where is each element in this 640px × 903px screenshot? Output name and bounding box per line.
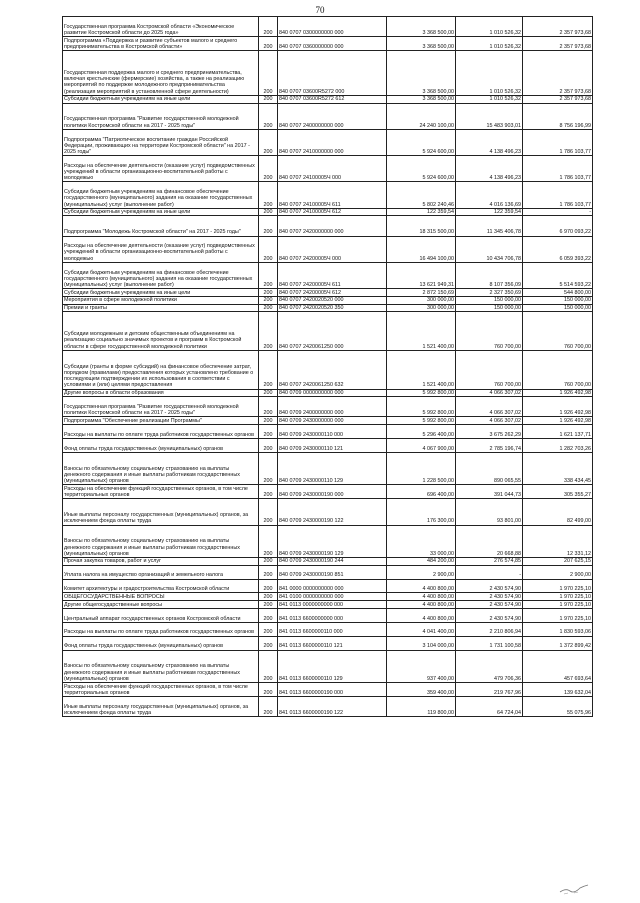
row-unexecuted-amount: 8 756 196,99: [523, 103, 593, 129]
row-line-code: 200: [259, 289, 278, 297]
row-name: Расходы на выплаты по оплате труда работников государственных органов: [63, 622, 259, 636]
row-executed-amount: 2 210 806,94: [456, 622, 523, 636]
pen-mark-scribble: [558, 882, 590, 896]
row-executed-amount: 11 345 406,78: [456, 216, 523, 236]
row-line-code: 200: [259, 696, 278, 716]
row-line-code: 200: [259, 438, 278, 452]
row-name: Подпрограмма "Молодежь Костромской области" на 2017 - 2025 годы": [63, 216, 259, 236]
row-name: Иные выплаты персоналу государственных (муниципальных) органов, за исключением фонда оплаты труда: [63, 696, 259, 716]
row-executed-amount: 1 010 526,32: [456, 17, 523, 37]
row-budget-classification-code: 840 0709 2430000190 244: [278, 558, 387, 566]
row-budget-classification-code: 840 0709 2430000110 121: [278, 438, 387, 452]
row-budget-classification-code: 841 0113 6600000110 121: [278, 636, 387, 650]
row-line-code: 200: [259, 182, 278, 208]
row-name: Расходы на выплаты по оплате труда работников государственных органов: [63, 425, 259, 439]
row-budget-classification-code: 841 0113 6600000000 000: [278, 608, 387, 622]
row-name: Другие общегосударственные вопросы: [63, 601, 259, 609]
budget-execution-table: [62, 16, 593, 717]
table-row: [63, 608, 593, 622]
row-approved-amount: 2 900,00: [387, 565, 456, 579]
row-line-code: 200: [259, 304, 278, 312]
row-unexecuted-amount: 305 355,27: [523, 485, 593, 499]
row-name: Расходы на обеспечение деятельности (оказание услуг) подведомственных учреждений в области организационно-воспитательной работы с молодежью: [63, 156, 259, 182]
row-executed-amount: 276 574,85: [456, 558, 523, 566]
page-number: 70: [315, 5, 325, 15]
row-approved-amount: 4 041 400,00: [387, 622, 456, 636]
row-unexecuted-amount: 1 970 225,10: [523, 601, 593, 609]
row-approved-amount: 13 621 949,31: [387, 262, 456, 288]
row-approved-amount: 5 992 800,00: [387, 397, 456, 417]
row-budget-classification-code: 841 0000 0000000000 000: [278, 579, 387, 593]
row-approved-amount: 484 200,00: [387, 558, 456, 566]
row-name: Подпрограмма "Обеспечение реализации Программы": [63, 417, 259, 425]
row-line-code: 200: [259, 565, 278, 579]
row-unexecuted-amount: 207 625,15: [523, 558, 593, 566]
row-unexecuted-amount: 1 786 103,77: [523, 129, 593, 155]
table-row: [63, 304, 593, 312]
row-budget-classification-code: 840 0707 2420061250 632: [278, 350, 387, 389]
row-line-code: 200: [259, 499, 278, 525]
row-approved-amount: 4 067 900,00: [387, 438, 456, 452]
table-row: [63, 452, 593, 485]
row-unexecuted-amount: 544 800,00: [523, 289, 593, 297]
row-unexecuted-amount: 760 700,00: [523, 350, 593, 389]
table-row: [63, 262, 593, 288]
row-approved-amount: 5 992 800,00: [387, 389, 456, 397]
row-line-code: 200: [259, 417, 278, 425]
row-unexecuted-amount: 6 059 393,22: [523, 236, 593, 262]
row-executed-amount: 8 107 356,09: [456, 262, 523, 288]
row-budget-classification-code: 841 0113 6600000190 122: [278, 696, 387, 716]
row-line-code: 200: [259, 95, 278, 103]
row-executed-amount: 391 044,73: [456, 485, 523, 499]
table-row: [63, 312, 593, 351]
row-executed-amount: 15 483 903,01: [456, 103, 523, 129]
row-name: ОБЩЕГОСУДАРСТВЕННЫЕ ВОПРОСЫ: [63, 593, 259, 601]
table-row: [63, 650, 593, 683]
row-approved-amount: 300 000,00: [387, 304, 456, 312]
row-budget-classification-code: 840 0707 2420000000 000: [278, 216, 387, 236]
table-row: [63, 683, 593, 697]
row-name: Взносы по обязательному социальному страхованию на выплаты денежного содержания и иные выплаты работникам государственных (муниципальных) органов: [63, 525, 259, 558]
row-budget-classification-code: 840 0707 24100005Ч 611: [278, 182, 387, 208]
row-executed-amount: 1 010 526,32: [456, 37, 523, 51]
row-name: Фонд оплаты труда государственных (муниципальных) органов: [63, 438, 259, 452]
table-row: [63, 579, 593, 593]
row-name: Государственная программа "Развитие государственной молодежной политики Костромской области на 2017 - 2025 годы": [63, 397, 259, 417]
row-line-code: 200: [259, 236, 278, 262]
row-executed-amount: 4 066 307,02: [456, 389, 523, 397]
row-name: Субсидии бюджетным учреждениям на иные цели: [63, 289, 259, 297]
row-budget-classification-code: 840 0709 2430000190 129: [278, 525, 387, 558]
row-budget-classification-code: 840 0707 24200005Ч 611: [278, 262, 387, 288]
row-name: Центральный аппарат государственных органов Костромской области: [63, 608, 259, 622]
row-approved-amount: 4 400 800,00: [387, 601, 456, 609]
row-budget-classification-code: 840 0707 2420061250 000: [278, 312, 387, 351]
row-approved-amount: 5 924 600,00: [387, 156, 456, 182]
row-line-code: 200: [259, 17, 278, 37]
row-executed-amount: 4 066 307,02: [456, 397, 523, 417]
row-name: Субсидии бюджетным учреждениям на финансовое обеспечение государственного (муниципального) задания на оказание государственных (муниципальных) услуг (выполнение работ): [63, 182, 259, 208]
row-budget-classification-code: 840 0707 2400000000 000: [278, 103, 387, 129]
row-name: Субсидии бюджетным учреждениям на финансовое обеспечение государственного (муниципального) задания на оказание государственных (муниципальных) услуг (выполнение работ): [63, 262, 259, 288]
row-executed-amount: -: [456, 565, 523, 579]
table-row: [63, 636, 593, 650]
row-executed-amount: 3 675 262,29: [456, 425, 523, 439]
row-executed-amount: 2 430 574,90: [456, 593, 523, 601]
row-name: Расходы на обеспечение функций государственных органов, в том числе территориальных органов: [63, 683, 259, 697]
row-executed-amount: 479 706,36: [456, 650, 523, 683]
row-budget-classification-code: 840 0707 03600R5272 612: [278, 95, 387, 103]
row-name: Государственная программа Костромской области «Экономическое развитие Костромской области до 2025 года»: [63, 17, 259, 37]
row-line-code: 200: [259, 608, 278, 622]
row-name: Мероприятия в сфере молодежной политики: [63, 296, 259, 304]
row-unexecuted-amount: 6 970 093,22: [523, 216, 593, 236]
row-unexecuted-amount: 55 075,96: [523, 696, 593, 716]
row-budget-classification-code: 840 0707 24100005Ч 612: [278, 208, 387, 216]
row-unexecuted-amount: 150 000,00: [523, 296, 593, 304]
row-budget-classification-code: 841 0100 0000000000 000: [278, 593, 387, 601]
row-approved-amount: 5 802 240,46: [387, 182, 456, 208]
row-unexecuted-amount: 12 331,12: [523, 525, 593, 558]
row-budget-classification-code: 840 0707 0300000000 000: [278, 17, 387, 37]
row-line-code: 200: [259, 650, 278, 683]
table-row: [63, 499, 593, 525]
row-unexecuted-amount: 2 357 973,68: [523, 50, 593, 95]
row-unexecuted-amount: 2 357 973,68: [523, 37, 593, 51]
row-unexecuted-amount: 1 621 137,71: [523, 425, 593, 439]
table-row: [63, 696, 593, 716]
row-approved-amount: 176 300,00: [387, 499, 456, 525]
row-executed-amount: 4 066 307,02: [456, 417, 523, 425]
row-line-code: 200: [259, 208, 278, 216]
row-unexecuted-amount: 5 514 593,22: [523, 262, 593, 288]
row-name: Государственная поддержка малого и среднего предпринимательства, включая крестьянские (фермерские) хозяйства, а также на реализацию мероприятий по поддержке молодежного предпринимательства (реализация мероприятий в установленной сфере деятельности): [63, 50, 259, 95]
table-row: [63, 296, 593, 304]
row-unexecuted-amount: 1 830 593,06: [523, 622, 593, 636]
row-executed-amount: 219 767,96: [456, 683, 523, 697]
row-budget-classification-code: 840 0709 0000000000 000: [278, 389, 387, 397]
row-unexecuted-amount: 82 499,00: [523, 499, 593, 525]
row-name: Подпрограмма "Патриотическое воспитание граждан Российской Федерации, проживающих на территории Костромской области" на 2017 - 2025 годы": [63, 129, 259, 155]
row-unexecuted-amount: 1 970 225,10: [523, 579, 593, 593]
row-budget-classification-code: 840 0709 2400000000 000: [278, 397, 387, 417]
table-row: [63, 95, 593, 103]
row-executed-amount: 2 785 196,74: [456, 438, 523, 452]
row-executed-amount: 2 327 350,69: [456, 289, 523, 297]
row-name: Комитет архитектуры и градостроительства Костромской области: [63, 579, 259, 593]
row-budget-classification-code: 840 0707 24200005Ч 000: [278, 236, 387, 262]
row-budget-classification-code: 840 0707 24100005Ч 000: [278, 156, 387, 182]
table-row: [63, 50, 593, 95]
row-name: Субсидии молодежным и детским общественным объединениям на реализацию социально значимых проектов и программ в Костромской области в сфере государственной молодежной политики: [63, 312, 259, 351]
table-row: [63, 216, 593, 236]
row-unexecuted-amount: 139 632,04: [523, 683, 593, 697]
row-name: Субсидии бюджетным учреждениям на иные цели: [63, 208, 259, 216]
row-approved-amount: 122 359,54: [387, 208, 456, 216]
row-executed-amount: 890 065,55: [456, 452, 523, 485]
table-row: [63, 103, 593, 129]
table-row: [63, 485, 593, 499]
row-budget-classification-code: 840 0707 2420020520 350: [278, 304, 387, 312]
table-row: [63, 17, 593, 37]
row-line-code: 200: [259, 262, 278, 288]
row-line-code: 200: [259, 50, 278, 95]
row-line-code: 200: [259, 593, 278, 601]
row-executed-amount: 2 430 574,90: [456, 608, 523, 622]
row-unexecuted-amount: -: [523, 208, 593, 216]
row-budget-classification-code: 840 0707 24200005Ч 612: [278, 289, 387, 297]
row-budget-classification-code: 840 0709 2430000000 000: [278, 417, 387, 425]
row-name: Иные выплаты персоналу государственных (муниципальных) органов, за исключением фонда оплаты труда: [63, 499, 259, 525]
table-row: [63, 417, 593, 425]
row-approved-amount: 3 368 500,00: [387, 37, 456, 51]
row-line-code: 200: [259, 485, 278, 499]
row-line-code: 200: [259, 425, 278, 439]
row-unexecuted-amount: 1 926 492,98: [523, 389, 593, 397]
row-name: Субсидии бюджетным учреждениям на иные цели: [63, 95, 259, 103]
row-budget-classification-code: 840 0707 0360000000 000: [278, 37, 387, 51]
row-line-code: 200: [259, 312, 278, 351]
row-executed-amount: 10 434 706,78: [456, 236, 523, 262]
row-budget-classification-code: 840 0707 2410000000 000: [278, 129, 387, 155]
row-budget-classification-code: 840 0707 03600R5272 000: [278, 50, 387, 95]
row-executed-amount: 760 700,00: [456, 350, 523, 389]
row-line-code: 200: [259, 525, 278, 558]
row-approved-amount: 4 400 800,00: [387, 608, 456, 622]
row-executed-amount: 4 016 136,69: [456, 182, 523, 208]
row-line-code: 200: [259, 37, 278, 51]
row-approved-amount: 33 000,00: [387, 525, 456, 558]
row-line-code: 200: [259, 103, 278, 129]
row-unexecuted-amount: 1 372 899,42: [523, 636, 593, 650]
row-budget-classification-code: 840 0709 2430000110 000: [278, 425, 387, 439]
table-row: [63, 622, 593, 636]
row-unexecuted-amount: 1 786 103,77: [523, 156, 593, 182]
table-row: [63, 425, 593, 439]
row-name: Премии и гранты: [63, 304, 259, 312]
row-line-code: 200: [259, 452, 278, 485]
row-line-code: 200: [259, 636, 278, 650]
row-executed-amount: 150 000,00: [456, 296, 523, 304]
row-name: Прочая закупка товаров, работ и услуг: [63, 558, 259, 566]
row-name: Взносы по обязательному социальному страхованию на выплаты денежного содержания и иные выплаты работникам государственных (муниципальных) органов: [63, 452, 259, 485]
row-approved-amount: 1 228 500,00: [387, 452, 456, 485]
table-row: [63, 182, 593, 208]
row-unexecuted-amount: 1 926 492,98: [523, 397, 593, 417]
row-approved-amount: 18 315 500,00: [387, 216, 456, 236]
row-executed-amount: 20 668,88: [456, 525, 523, 558]
row-approved-amount: 3 368 500,00: [387, 95, 456, 103]
row-budget-classification-code: 840 0707 2420020520 000: [278, 296, 387, 304]
row-unexecuted-amount: 150 000,00: [523, 304, 593, 312]
row-line-code: 200: [259, 389, 278, 397]
row-name: Фонд оплаты труда государственных (муниципальных) органов: [63, 636, 259, 650]
row-approved-amount: 3 368 500,00: [387, 17, 456, 37]
row-line-code: 200: [259, 601, 278, 609]
row-unexecuted-amount: 2 357 973,68: [523, 17, 593, 37]
row-budget-classification-code: 841 0113 6600000110 000: [278, 622, 387, 636]
row-line-code: 200: [259, 216, 278, 236]
row-unexecuted-amount: 1 926 492,98: [523, 417, 593, 425]
row-executed-amount: 1 010 526,32: [456, 50, 523, 95]
row-executed-amount: 122 359,54: [456, 208, 523, 216]
row-executed-amount: 1 731 100,58: [456, 636, 523, 650]
row-unexecuted-amount: 1 970 225,10: [523, 593, 593, 601]
row-budget-classification-code: 840 0709 2430000190 122: [278, 499, 387, 525]
row-unexecuted-amount: 2 900,00: [523, 565, 593, 579]
table-row: [63, 129, 593, 155]
row-approved-amount: 119 800,00: [387, 696, 456, 716]
row-line-code: 200: [259, 622, 278, 636]
table-row: [63, 350, 593, 389]
row-line-code: 200: [259, 683, 278, 697]
row-line-code: 200: [259, 156, 278, 182]
table-row: [63, 438, 593, 452]
row-budget-classification-code: 841 0113 6600000190 000: [278, 683, 387, 697]
row-approved-amount: 4 400 800,00: [387, 593, 456, 601]
row-name: Подпрограмма «Поддержка и развитие субъектов малого и среднего предпринимательства в Костромской области»: [63, 37, 259, 51]
row-line-code: 200: [259, 129, 278, 155]
row-name: Расходы на обеспечение функций государственных органов, в том числе территориальных органов: [63, 485, 259, 499]
row-approved-amount: 696 400,00: [387, 485, 456, 499]
row-line-code: 200: [259, 558, 278, 566]
row-budget-classification-code: 840 0709 2430000190 000: [278, 485, 387, 499]
row-name: Субсидии (гранты в форме субсидий) на финансовое обеспечение затрат, порядком (правилами) предоставления которых установлено требование о последующем подтверждении их использования в соответствии с условиями и (или) целями предоставления: [63, 350, 259, 389]
table-row: [63, 289, 593, 297]
row-line-code: 200: [259, 397, 278, 417]
row-name: Государственная программа "Развитие государственной молодежной политики Костромской области на 2017 - 2025 годы": [63, 103, 259, 129]
row-approved-amount: 1 521 400,00: [387, 312, 456, 351]
row-unexecuted-amount: 1 786 103,77: [523, 182, 593, 208]
row-approved-amount: 3 368 500,00: [387, 50, 456, 95]
row-budget-classification-code: 841 0113 0000000000 000: [278, 601, 387, 609]
row-budget-classification-code: 841 0113 6600000110 129: [278, 650, 387, 683]
row-executed-amount: 4 138 496,23: [456, 129, 523, 155]
row-unexecuted-amount: 2 357 973,68: [523, 95, 593, 103]
row-line-code: 200: [259, 350, 278, 389]
table-row: [63, 565, 593, 579]
row-approved-amount: 3 104 000,00: [387, 636, 456, 650]
row-executed-amount: 2 430 574,90: [456, 601, 523, 609]
row-approved-amount: 1 521 400,00: [387, 350, 456, 389]
row-budget-classification-code: 840 0709 2430000190 851: [278, 565, 387, 579]
row-approved-amount: 24 240 100,00: [387, 103, 456, 129]
row-approved-amount: 2 872 150,69: [387, 289, 456, 297]
row-approved-amount: 16 494 100,00: [387, 236, 456, 262]
table-row: [63, 389, 593, 397]
table-row: [63, 558, 593, 566]
row-executed-amount: 760 700,00: [456, 312, 523, 351]
row-executed-amount: 93 801,00: [456, 499, 523, 525]
row-unexecuted-amount: 338 434,45: [523, 452, 593, 485]
row-budget-classification-code: 840 0709 2430000110 129: [278, 452, 387, 485]
row-approved-amount: 937 400,00: [387, 650, 456, 683]
row-executed-amount: 64 724,04: [456, 696, 523, 716]
row-line-code: 200: [259, 579, 278, 593]
row-approved-amount: 4 400 800,00: [387, 579, 456, 593]
row-approved-amount: 5 992 800,00: [387, 417, 456, 425]
row-unexecuted-amount: 1 282 703,26: [523, 438, 593, 452]
table-row: [63, 156, 593, 182]
row-executed-amount: 1 010 526,32: [456, 95, 523, 103]
row-executed-amount: 4 138 496,23: [456, 156, 523, 182]
row-approved-amount: 5 296 400,00: [387, 425, 456, 439]
row-unexecuted-amount: 457 693,64: [523, 650, 593, 683]
row-approved-amount: 359 400,00: [387, 683, 456, 697]
table-row: [63, 593, 593, 601]
row-name: Взносы по обязательному социальному страхованию на выплаты денежного содержания и иные выплаты работникам государственных (муниципальных) органов: [63, 650, 259, 683]
row-approved-amount: 5 924 600,00: [387, 129, 456, 155]
row-unexecuted-amount: 1 970 225,10: [523, 608, 593, 622]
row-name: Расходы на обеспечение деятельности (оказание услуг) подведомственных учреждений в области организационно-воспитательной работы с молодежью: [63, 236, 259, 262]
row-name: Другие вопросы в области образования: [63, 389, 259, 397]
table-row: [63, 397, 593, 417]
table-row: [63, 525, 593, 558]
row-executed-amount: 2 430 574,90: [456, 579, 523, 593]
row-approved-amount: 300 000,00: [387, 296, 456, 304]
row-line-code: 200: [259, 296, 278, 304]
table-row: [63, 208, 593, 216]
row-executed-amount: 150 000,00: [456, 304, 523, 312]
table-row: [63, 601, 593, 609]
row-name: Уплата налога на имущество организаций и земельного налога: [63, 565, 259, 579]
row-unexecuted-amount: 760 700,00: [523, 312, 593, 351]
table-row: [63, 37, 593, 51]
table-row: [63, 236, 593, 262]
